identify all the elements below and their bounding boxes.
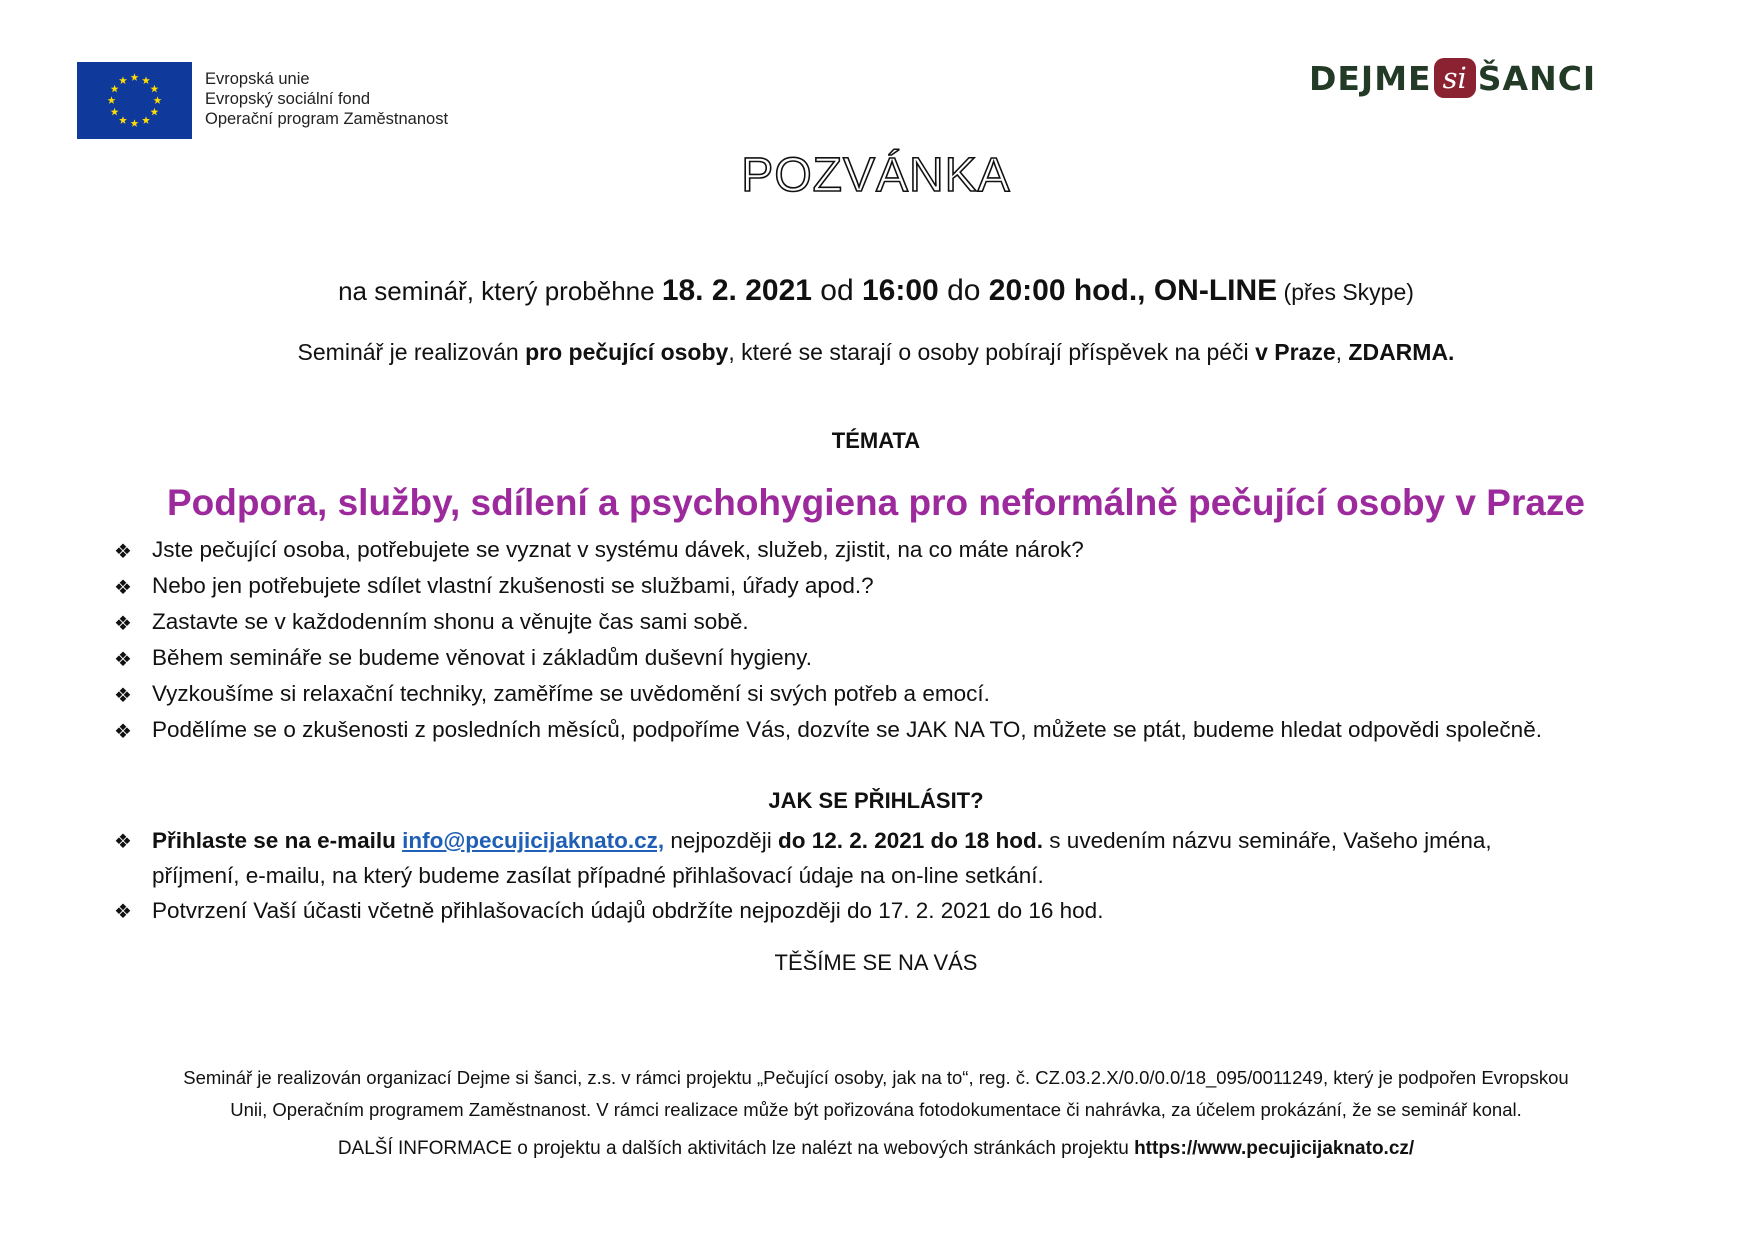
register-text-3: příjmení, e-mailu, na který budeme zasílat případné přihlašovací údaje na on-line setkání. — [152, 863, 1044, 888]
eu-logo — [77, 62, 448, 139]
eu-text — [205, 69, 448, 129]
topic-item-text: Jste pečující osoba, potřebujete se vyznat v systému dávek, služeb, zjistit, na co máte nárok? — [152, 537, 1084, 562]
list-item — [114, 535, 1542, 571]
list-item — [114, 823, 1492, 858]
intro-text-4: (přes Skype) — [1277, 279, 1414, 305]
footer-line-1: Seminář je realizován organizací Dejme si šanci, z.s. v rámci projektu „Pečující osoby, jak na to“, reg. č. CZ.03.2.X/0.0/0.0/18_095/0011249, který je podpořen Evropskou — [183, 1067, 1569, 1088]
eu-star-icon — [119, 76, 127, 84]
footer-info-text: DALŠÍ INFORMACE o projektu a dalších aktivitách lze nalézt na webových stránkách projektu — [337, 1138, 1135, 1159]
register-deadline: do 12. 2. 2021 do 18 hod. — [777, 828, 1044, 853]
realized-bold-3: ZDARMA. — [1348, 339, 1455, 365]
realized-text-1: Seminář je realizován — [297, 339, 526, 365]
realized-bold-2: v Praze — [1255, 339, 1336, 365]
diamond-bullet-icon: ❖ — [114, 685, 132, 707]
footer-line-2: Unii, Operačním programem Zaměstnanost. V rámci realizace může být pořizována fotodokumentace či nahrávka, za účelem prokázání, že se seminář konal. — [230, 1099, 1522, 1120]
diamond-bullet-icon: ❖ — [114, 649, 132, 671]
topic-item-text: Vyzkoušíme si relaxační techniky, zaměříme se uvědomění si svých potřeb a emocí. — [152, 681, 990, 706]
register-text-2: s uvedením názvu semináře, Vašeho jména, — [1043, 828, 1492, 853]
diamond-bullet-icon: ❖ — [114, 831, 132, 853]
seminar-date-line — [0, 274, 1752, 308]
seminar-date: 18. 2. 2021 — [661, 274, 812, 307]
eu-star-icon — [154, 96, 162, 104]
eu-star-icon — [111, 85, 119, 93]
eu-star-icon — [131, 73, 139, 81]
seminar-end-time-online: 20:00 hod., ON-LINE — [988, 274, 1278, 307]
diamond-bullet-icon: ❖ — [114, 577, 132, 599]
eu-star-icon — [150, 85, 158, 93]
list-item — [114, 893, 1492, 928]
eu-star-icon — [150, 108, 158, 116]
realized-bold-1: pro pečující osoby — [525, 339, 729, 365]
logo-right: ŠANCI — [1477, 58, 1597, 98]
list-item — [114, 607, 1542, 643]
topic-item-text: Podělíme se o zkušenosti z posledních měsíců, podpoříme Vás, dozvíte se JAK NA TO, můžete se ptát, budeme hledat odpovědi společně. — [152, 717, 1542, 742]
registration-list — [114, 823, 1492, 928]
list-item — [114, 571, 1542, 607]
topics-list — [114, 535, 1542, 751]
eu-star-icon — [111, 108, 119, 116]
footer-info — [0, 1138, 1752, 1160]
list-item — [114, 643, 1542, 679]
topic-title: Podpora, služby, sdílení a psychohygiena pro neformálně pečující osoby v Praze — [166, 482, 1585, 523]
eu-line-1: Evropská unie — [205, 70, 310, 88]
intro-text-3: do — [938, 274, 989, 307]
intro-text-1: na seminář, který proběhne — [338, 276, 662, 306]
eu-line-2: Evropský sociální fond — [205, 90, 371, 108]
footer-note — [0, 1062, 1752, 1126]
eu-star-icon — [142, 116, 150, 124]
eu-star-icon — [119, 116, 127, 124]
registration-heading: JAK SE PŘIHLÁSIT? — [768, 788, 984, 813]
email-link[interactable]: info@pecujicijaknato.cz, — [402, 828, 665, 853]
page-title: POZVÁNKA — [741, 149, 1011, 202]
closing-text: TĚŠÍME SE NA VÁS — [774, 950, 978, 975]
list-item-continuation — [114, 858, 1492, 893]
eu-star-icon — [131, 119, 139, 127]
diamond-bullet-icon: ❖ — [114, 721, 132, 743]
realized-text-2: , které se starají o osoby pobírají příspěvek na péči — [728, 339, 1256, 365]
topic-item-text: Nebo jen potřebujete sdílet vlastní zkušenosti se službami, úřady apod.? — [152, 573, 874, 598]
diamond-bullet-icon: ❖ — [114, 901, 132, 923]
topic-item-text: Zastavte se v každodenním shonu a věnujte čas sami sobě. — [152, 609, 749, 634]
eu-flag-icon — [77, 62, 192, 139]
topic-item-text: Během semináře se budeme věnovat i základům duševní hygieny. — [152, 645, 812, 670]
diamond-bullet-icon: ❖ — [114, 541, 132, 563]
dejme-si-sanci-logo — [1309, 58, 1596, 98]
target-audience-line — [0, 339, 1752, 366]
project-url-link[interactable]: https://www.pecujicijaknato.cz/ — [1134, 1138, 1415, 1159]
logo-si: si — [1434, 58, 1476, 98]
register-text-1: nejpozději — [664, 828, 778, 853]
eu-star-icon — [142, 76, 150, 84]
intro-text-2: od — [811, 274, 862, 307]
diamond-bullet-icon: ❖ — [114, 613, 132, 635]
list-item — [114, 679, 1542, 715]
eu-line-3: Operační program Zaměstnanost — [205, 110, 449, 128]
topics-heading: TÉMATA — [831, 428, 921, 453]
seminar-start-time: 16:00 — [862, 274, 939, 307]
register-bold-1: Přihlaste se na e-mailu — [152, 828, 403, 853]
eu-star-icon — [108, 96, 116, 104]
logo-left: DEJME — [1309, 58, 1432, 98]
list-item — [114, 715, 1542, 751]
confirmation-text: Potvrzení Vaší účasti včetně přihlašovacích údajů obdržíte nejpozději do 17. 2. 2021 do 16 hod. — [152, 898, 1104, 923]
realized-text-3: , — [1335, 339, 1349, 365]
